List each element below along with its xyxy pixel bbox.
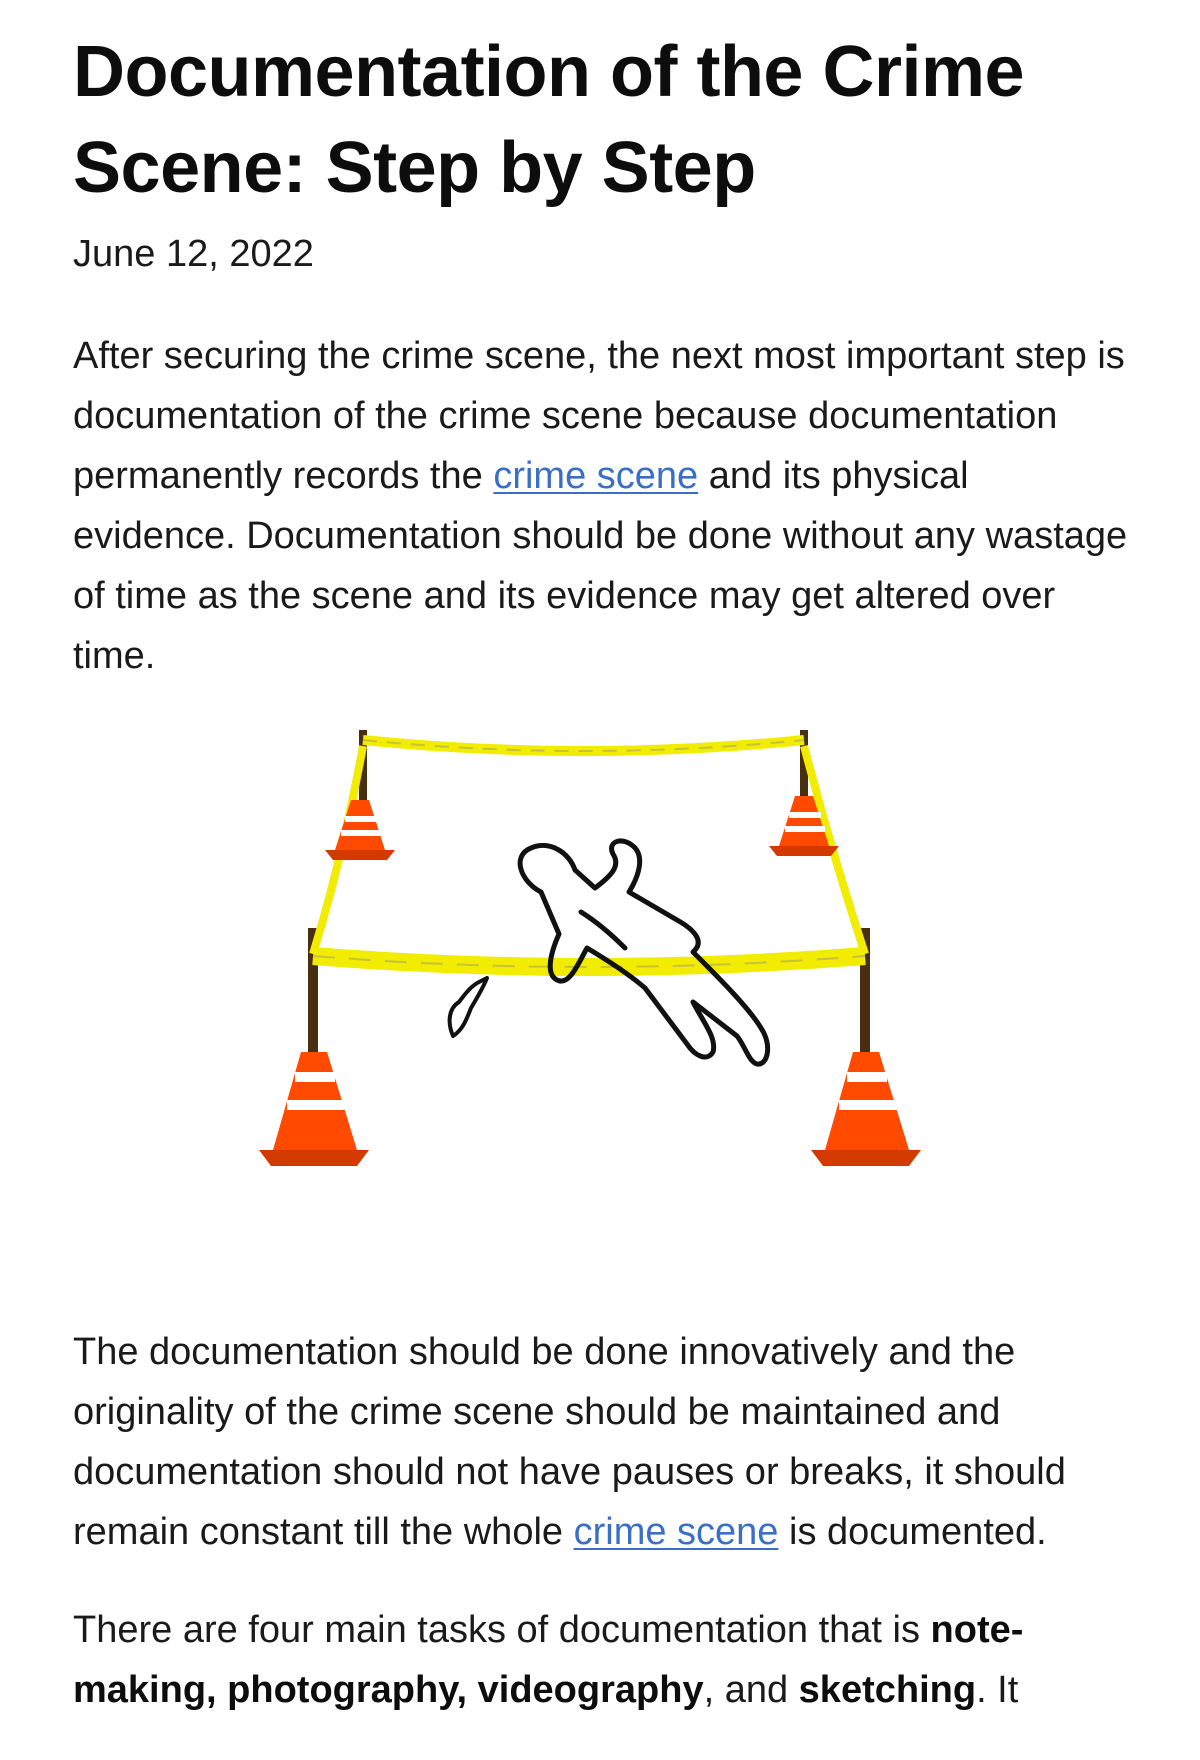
paragraph-text: After securing the crime scene, the next most important step is documentation of the crime scene because documentation permanently records the — [73, 335, 1125, 497]
paragraph-text: , and — [703, 1669, 799, 1711]
bold-task-sketching: sketching — [798, 1669, 977, 1711]
crime-scene-tape-cones-image — [73, 716, 1133, 1306]
cone-front-right — [811, 1052, 921, 1166]
paragraph-text: . It — [976, 1669, 1019, 1711]
crime-scene-illustration — [73, 716, 1133, 1306]
bold-tasks-list: note-making, photography, videography — [73, 1609, 1024, 1711]
paragraph-intro — [73, 326, 1133, 686]
crime-scene-link[interactable]: crime scene — [573, 1511, 779, 1553]
tape-back — [363, 740, 804, 751]
cone-back-left — [325, 800, 395, 860]
paragraph-tasks — [73, 1600, 1133, 1720]
hand-outline — [450, 978, 487, 1036]
paragraph-text: There are four main tasks of documentation that is — [73, 1609, 931, 1651]
paragraph-continuity — [73, 1322, 1133, 1562]
paragraph-text: and its physical evidence. Documentation should be done without any wastage of time as the scene and its evidence may get altered over time. — [73, 455, 1128, 677]
publish-date: June 12, 2022 — [73, 233, 314, 275]
body-outline — [520, 841, 768, 1064]
paragraph-text: The documentation should be done innovatively and the originality of the crime scene should be maintained and documentation should not have pauses or breaks, it should remain constant till the whole — [73, 1331, 1066, 1553]
article-title: Documentation of the Crime Scene: Step by Step — [73, 32, 1025, 208]
article — [73, 0, 1133, 1720]
paragraph-text: is documented. — [778, 1511, 1047, 1553]
cone-front-left — [259, 1052, 369, 1166]
crime-scene-link[interactable]: crime scene — [493, 455, 699, 497]
